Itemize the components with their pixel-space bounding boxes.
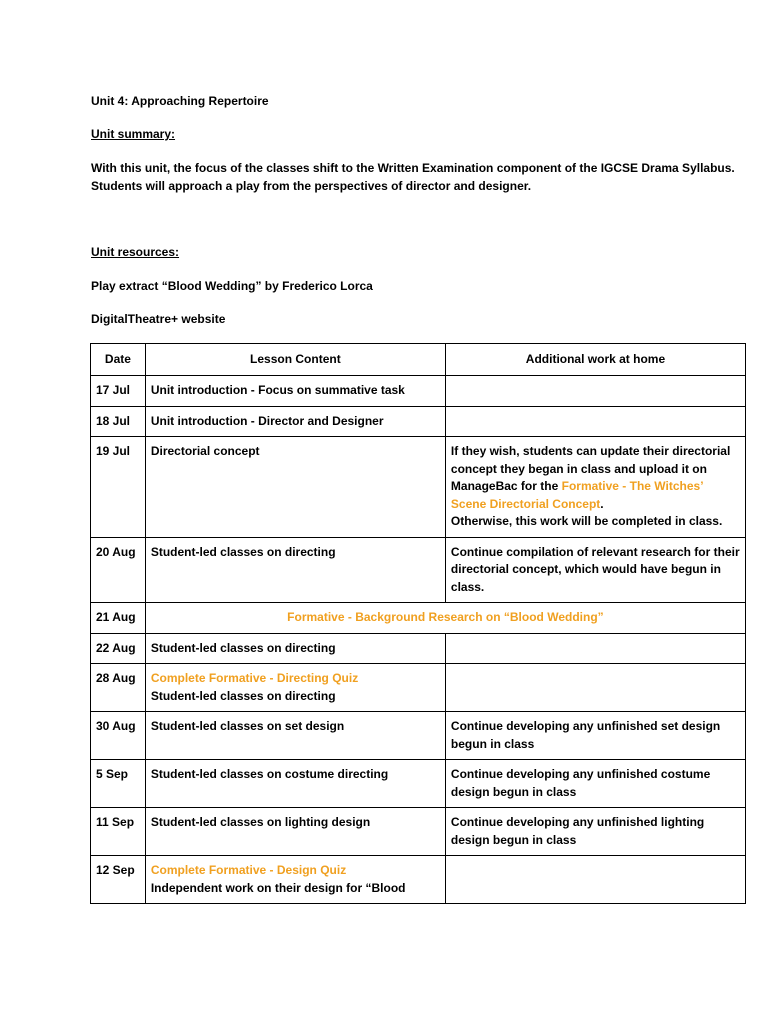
formative-highlight: Formative - Background Research on “Blood Wedding” [287, 610, 604, 624]
header-date: Date [91, 344, 146, 376]
lesson-cell: Unit introduction - Focus on summative task [145, 376, 445, 407]
lesson-cell: Student-led classes on lighting design [145, 808, 445, 856]
lesson-cell: Directorial concept [145, 437, 445, 538]
formative-highlight: Complete Formative - Design Quiz [150, 863, 347, 877]
table-row [91, 808, 746, 856]
unit-resources-heading: Unit resources: [91, 245, 180, 259]
lesson-cell [145, 664, 445, 712]
table-row [91, 633, 746, 664]
home-cell [445, 376, 745, 407]
table-row [91, 760, 746, 808]
home-text: Otherwise, this work will be completed in class. [450, 514, 723, 528]
home-cell: Continue developing any unfinished lighting design begun in class [445, 808, 745, 856]
formative-span-cell [145, 603, 745, 634]
home-text: . [600, 496, 604, 511]
date-cell: 17 Jul [91, 376, 146, 407]
date-cell: 12 Sep [91, 856, 146, 904]
lesson-cell: Student-led classes on directing [145, 633, 445, 664]
lesson-cell: Unit introduction - Director and Designer [145, 406, 445, 437]
date-cell: 30 Aug [91, 712, 146, 760]
lesson-text: Independent work on their design for “Blood [150, 880, 406, 895]
lesson-cell: Student-led classes on directing [145, 537, 445, 603]
table-row [91, 856, 746, 904]
lesson-cell [145, 856, 445, 904]
home-cell [445, 664, 745, 712]
date-cell: 11 Sep [91, 808, 146, 856]
date-cell: 21 Aug [91, 603, 146, 634]
table-header-row [91, 344, 746, 376]
date-cell: 5 Sep [91, 760, 146, 808]
home-cell [445, 856, 745, 904]
home-cell [445, 633, 745, 664]
table-row [91, 406, 746, 437]
home-cell: Continue developing any unfinished set design begun in class [445, 712, 745, 760]
home-text: If they wish, students can update their directorial concept they began in class and upload it on ManageBac for the [450, 444, 731, 493]
lesson-cell: Student-led classes on set design [145, 712, 445, 760]
date-cell: 22 Aug [91, 633, 146, 664]
unit-summary-text: With this unit, the focus of the classes shift to the Written Examination component of the IGCSE Drama Syllabus. Students will approach a play from the perspectives of director and designer. [91, 161, 735, 193]
table-row [91, 437, 746, 538]
unit-title: Unit 4: Approaching Repertoire [91, 94, 269, 108]
table-row [91, 537, 746, 603]
lesson-text: Student-led classes on directing [150, 688, 336, 703]
date-cell: 18 Jul [91, 406, 146, 437]
header-additional-work: Additional work at home [445, 344, 745, 376]
home-cell [445, 406, 745, 437]
home-cell: Continue compilation of relevant research for their directorial concept, which would have begun in class. [445, 537, 745, 603]
home-cell: Continue developing any unfinished costume design begun in class [445, 760, 745, 808]
formative-highlight: Complete Formative - Directing Quiz [150, 671, 359, 685]
resource-item: Play extract “Blood Wedding” by Frederico Lorca [91, 279, 373, 293]
date-cell: 19 Jul [91, 437, 146, 538]
table-row [91, 376, 746, 407]
header-lesson-content: Lesson Content [145, 344, 445, 376]
table-row [91, 712, 746, 760]
date-cell: 20 Aug [91, 537, 146, 603]
table-row [91, 664, 746, 712]
resource-item: DigitalTheatre+ website [91, 312, 226, 326]
unit-summary-heading: Unit summary: [91, 127, 176, 141]
home-cell [445, 437, 745, 538]
lesson-plan-table [90, 343, 746, 904]
lesson-cell: Student-led classes on costume directing [145, 760, 445, 808]
table-row [91, 603, 746, 634]
date-cell: 28 Aug [91, 664, 146, 712]
formative-highlight: Formative - The Witches’ Scene Directorial Concept [450, 479, 703, 511]
